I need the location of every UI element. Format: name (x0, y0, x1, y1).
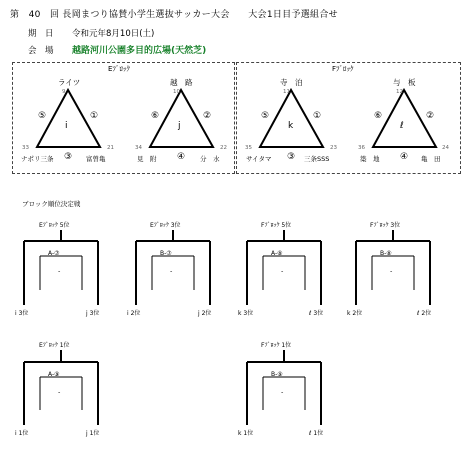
group-k-left-num: 35 (245, 145, 252, 151)
venue-value: 越路河川公園多目的広場(天然芝) (72, 46, 207, 56)
ranking-section-title: ブロック順位決定戦 (22, 200, 81, 208)
group-l-left-team: 築 地 (360, 155, 380, 163)
bracket-1-title: Eﾌﾞﾛｯｸ 5位 (39, 222, 70, 229)
bracket-3-score: - (281, 267, 284, 275)
bracket-2-title: Eﾌﾞﾛｯｸ 3位 (150, 222, 181, 229)
group-l-top-num: 12 (396, 89, 403, 95)
bracket-6-title: Fﾌﾞﾛｯｸ 1位 (261, 342, 292, 349)
group-l-top-team: 与 板 (393, 78, 416, 87)
bracket-3-match: A-⑧ (271, 250, 283, 257)
bracket-2-match: B-⑦ (160, 250, 172, 257)
group-j-right-num: 22 (220, 145, 227, 151)
bracket-1-left: i 3位 (15, 310, 29, 317)
bracket-2-right: j 2位 (198, 310, 212, 317)
group-l-right-num: 24 (442, 145, 449, 151)
bracket-4-title: Fﾌﾞﾛｯｸ 3位 (370, 222, 401, 229)
group-k-right-num: 23 (330, 145, 337, 151)
bracket-3-right: ℓ 3位 (309, 310, 324, 317)
group-i-left-match: ⑤ (38, 111, 47, 121)
group-k-letter: k (288, 121, 294, 131)
group-k-top-team: 寺 泊 (280, 78, 303, 87)
bracket-3-mid (263, 256, 305, 290)
group-j-left-num: 34 (135, 145, 142, 151)
group-j-letter: j (178, 121, 181, 131)
group-i-bottom-match: ③ (64, 152, 73, 162)
group-k-right-match: ① (313, 111, 322, 121)
bracket-5-score: - (58, 388, 61, 396)
page-title: 第 40 回 長岡まつり協賛小学生選抜サッカー大会 大会1日目予選組合せ (10, 10, 338, 20)
bracket-1-lines (24, 230, 98, 305)
group-j-left-team: 見 附 (137, 155, 157, 163)
group-i-letter: i (65, 121, 68, 131)
group-i-top-team: ライツ (58, 78, 81, 87)
group-j-right-team: 分 水 (200, 155, 220, 163)
group-l-bottom-match: ④ (400, 152, 409, 162)
bracket-2-score: - (170, 267, 173, 275)
bracket-4-mid (372, 256, 414, 290)
bracket-6-right: ℓ 1位 (309, 430, 324, 437)
bracket-5-title: Eﾌﾞﾛｯｸ 1位 (39, 342, 70, 349)
bracket-3-title: Fﾌﾞﾛｯｸ 5位 (261, 222, 292, 229)
bracket-6-match: B-⑨ (271, 371, 283, 378)
bracket-6-mid (263, 377, 305, 410)
date-value: 令和元年8月10日(土) (72, 29, 155, 39)
bracket-3-left: k 3位 (238, 310, 254, 317)
group-j-top-team: 越 路 (170, 78, 193, 87)
bracket-2-mid (152, 256, 194, 290)
bracket-6-score: - (281, 388, 284, 396)
group-k-left-match: ⑤ (261, 111, 270, 121)
block-e-label: Eﾌﾞﾛｯｸ (108, 65, 130, 73)
group-i-right-match: ① (90, 111, 99, 121)
bracket-6-left: k 1位 (238, 430, 254, 437)
group-j-bottom-match: ④ (177, 152, 186, 162)
block-f-label: Fﾌﾞﾛｯｸ (332, 65, 354, 73)
bracket-5-left: i 1位 (15, 430, 29, 437)
bracket-2-left: i 2位 (127, 310, 141, 317)
group-i-right-num: 21 (107, 145, 114, 151)
group-i-left-num: 33 (22, 145, 29, 151)
group-k-left-team: サイタマ (246, 155, 272, 163)
group-i-left-team: ナポリ三条 (21, 155, 54, 163)
bracket-4-left: k 2位 (347, 310, 363, 317)
group-l-right-team: 亀 田 (421, 155, 441, 163)
bracket-1-score: - (58, 267, 61, 275)
group-k-bottom-match: ③ (287, 152, 296, 162)
date-label: 期 日 (28, 29, 54, 39)
group-k-right-team: 三条SSS (304, 155, 330, 163)
bracket-4-score: - (390, 267, 393, 275)
bracket-5-mid (40, 377, 82, 410)
group-j-left-match: ⑥ (151, 111, 160, 121)
bracket-4-right: ℓ 2位 (417, 310, 432, 317)
bracket-5-lines (24, 350, 98, 425)
group-j-top-num: 10 (173, 89, 180, 95)
bracket-4-match: B-⑧ (380, 250, 392, 257)
group-l-letter: ℓ (400, 121, 404, 131)
group-j-right-match: ② (203, 111, 212, 121)
group-k-top-num: 11 (283, 89, 290, 95)
bracket-3-lines (247, 230, 321, 305)
bracket-5-right: j 1位 (86, 430, 100, 437)
bracket-4-lines (356, 230, 430, 305)
group-l-left-num: 36 (358, 145, 365, 151)
bracket-6-lines (247, 350, 321, 425)
bracket-1-right: j 3位 (86, 310, 100, 317)
group-l-right-match: ② (426, 111, 435, 121)
bracket-1-match: A-⑦ (48, 250, 60, 257)
bracket-2-lines (136, 230, 210, 305)
venue-label: 会 場 (28, 46, 54, 56)
group-i-top-num: 9 (62, 89, 66, 95)
bracket-5-match: A-⑨ (48, 371, 60, 378)
group-l-left-match: ⑥ (374, 111, 383, 121)
group-i-right-team: 富曽亀 (86, 155, 106, 163)
bracket-1-mid (40, 256, 82, 290)
